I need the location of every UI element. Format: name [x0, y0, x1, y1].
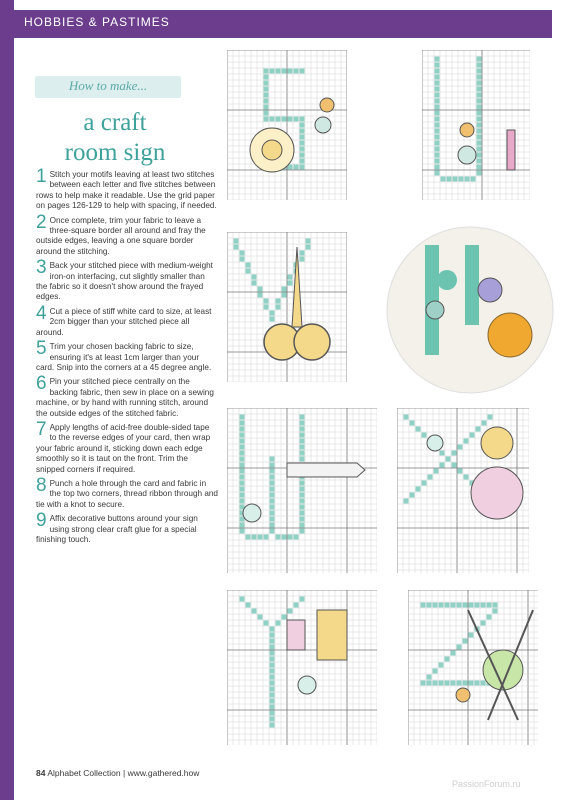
step-text: Cut a piece of stiff white card to size, at least 2cm bigger than your stitched piece all around.	[36, 306, 212, 337]
website: www.gathered.how	[127, 768, 200, 778]
step-number: 7	[36, 418, 47, 440]
step-number: 9	[36, 510, 47, 532]
step-6	[36, 373, 218, 419]
step-text: Punch a hole through the card and fabric in the top two corners, thread ribbon through and tie with a knot to secure.	[36, 478, 218, 509]
step-text: Affix decorative buttons around your sign using strong clear craft glue for a special finishing touch.	[36, 514, 198, 544]
page-footer	[36, 768, 199, 778]
step-4	[36, 302, 218, 338]
watermark: PassionForum.ru	[452, 779, 521, 789]
step-text: Trim your chosen backing fabric to size, ensuring it's at least 1cm larger than your card. Snip into the corners at a 45 degree angle.	[36, 342, 212, 372]
chart-letter-v	[227, 232, 347, 382]
step-7	[36, 418, 218, 475]
step-number: 2	[36, 211, 47, 233]
step-number: 1	[36, 166, 47, 187]
step-1	[36, 166, 218, 212]
magazine-name: Alphabet Collection	[47, 768, 121, 778]
chart-letter-u	[422, 50, 530, 200]
step-number: 4	[36, 302, 47, 324]
page-number: 84	[36, 768, 46, 778]
left-color-bar	[0, 0, 14, 800]
footer-separator: |	[120, 768, 128, 778]
step-text: Once complete, trim your fabric to leave a three-square border all around and fray the outside edges, leaving a one square border around the stitching.	[36, 215, 206, 256]
chart-letter-x	[397, 408, 529, 573]
step-number: 5	[36, 338, 47, 360]
step-number: 3	[36, 257, 47, 279]
step-8	[36, 474, 218, 510]
step-text: Pin your stitched piece centrally on the backing fabric, then sew in place on a sewing machine, or by hand with running stitch, around the outside edges of the stitched fabric.	[36, 377, 214, 418]
step-text: Stitch your motifs leaving at least two stitches between each letter and five stitches between rows to help make it readable. Use the grid paper on pages 126-129 to help with spacing, if needed.	[36, 170, 217, 211]
page-title	[30, 108, 200, 168]
step-text: Apply lengths of acid-free double-sided tape to the reverse edges of your card, then wrap your fabric around it, sticking down each edge smoothly so it is taut on the front. Trim the snipped corners if required.	[36, 422, 211, 474]
instruction-steps	[36, 166, 218, 549]
title-line-2: room sign	[64, 139, 166, 166]
chart-letter-w	[227, 408, 377, 573]
stitched-sample-photo	[385, 225, 555, 395]
step-number: 6	[36, 373, 47, 395]
step-3	[36, 257, 218, 303]
how-to-make-label	[35, 76, 181, 98]
title-line-1: a craft	[83, 109, 147, 136]
step-9	[36, 510, 218, 545]
step-text: Back your stitched piece with medium-weight iron-on interfacing, cut slightly smaller than the fabric so it doesn't show around the frayed edges.	[36, 261, 213, 302]
how-to-make-text: How to make...	[68, 78, 148, 93]
step-number: 8	[36, 474, 47, 496]
chart-letter-z	[408, 590, 538, 745]
section-header-title: HOBBIES & PASTIMES	[24, 15, 170, 29]
chart-letter-y	[227, 590, 377, 745]
step-2	[36, 211, 218, 258]
step-5	[36, 338, 218, 373]
chart-letter-s	[227, 50, 347, 200]
